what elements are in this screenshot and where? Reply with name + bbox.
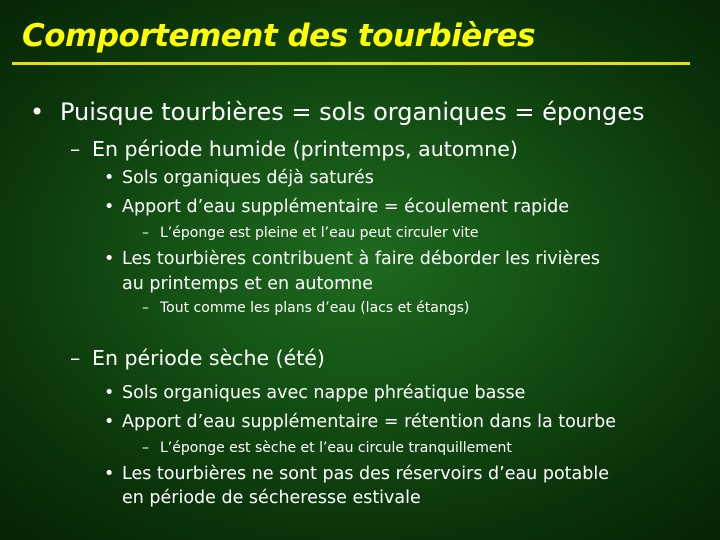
bullet-text: Les tourbières contribuent à faire déborder les rivières [122, 249, 600, 269]
bullet-text: Apport d’eau supplémentaire = rétention dans la tourbe [122, 412, 616, 432]
bullet-text: Tout comme les plans d’eau (lacs et étangs) [160, 300, 470, 316]
bullet-marker: • [104, 383, 115, 403]
bullet-item [104, 168, 374, 188]
bullet-text: Les tourbières ne sont pas des réservoirs d’eau potable [122, 464, 609, 484]
sub-bullet-item [142, 300, 469, 316]
bullet-text: L’éponge est pleine et l’eau peut circuler vite [160, 225, 479, 241]
bullet-item [104, 197, 569, 217]
dash-marker: – [142, 300, 149, 316]
bullet-item [104, 249, 600, 269]
bullet-marker: • [104, 197, 115, 217]
bullet-marker: • [104, 168, 115, 188]
bullet-item [104, 383, 525, 403]
dash-marker: – [70, 137, 81, 161]
bullet-continuation: au printemps et en automne [122, 274, 373, 294]
bullet-text: L’éponge est sèche et l’eau circule tranquillement [160, 440, 512, 456]
dash-marker: – [142, 440, 149, 456]
subheading-dry [70, 346, 325, 370]
dash-marker: – [70, 346, 81, 370]
sub-bullet-item [142, 225, 479, 241]
bullet-marker: • [30, 98, 45, 126]
bullet-item [104, 412, 616, 432]
bullet-text: En période humide (printemps, automne) [92, 137, 518, 161]
bullet-text: En période sèche (été) [92, 346, 325, 370]
bullet-text: Sols organiques avec nappe phréatique basse [122, 383, 526, 403]
sub-bullet-item [142, 440, 512, 456]
bullet-marker: • [104, 249, 115, 269]
bullet-text: Sols organiques déjà saturés [122, 168, 374, 188]
bullet-marker: • [104, 464, 115, 484]
title-underline [12, 62, 690, 65]
bullet-marker: • [104, 412, 115, 432]
bullet-item [104, 464, 609, 484]
bullet-text: Apport d’eau supplémentaire = écoulement rapide [122, 197, 570, 217]
slide-title: Comportement des tourbières [22, 18, 536, 54]
bullet-text: Puisque tourbières = sols organiques = éponges [60, 98, 645, 126]
bullet-continuation: en période de sécheresse estivale [122, 488, 421, 508]
subheading-humid [70, 137, 518, 161]
bullet-main [30, 98, 645, 126]
dash-marker: – [142, 225, 149, 241]
